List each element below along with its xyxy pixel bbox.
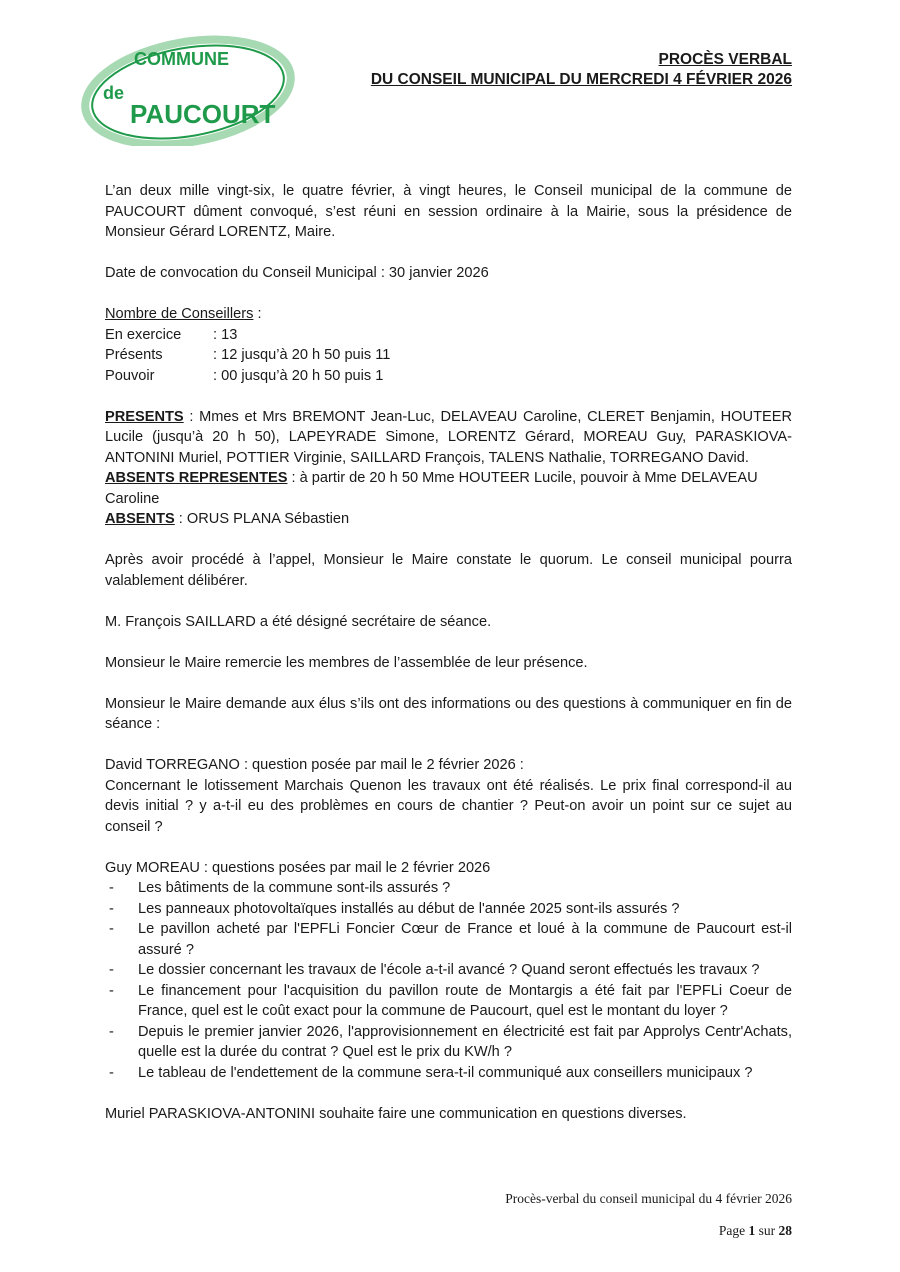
logo-de: de [103, 83, 125, 103]
conseillers-label: Pouvoir [105, 367, 155, 384]
page-total: 28 [778, 1223, 792, 1238]
intro-paragraph: L’an deux mille vingt-six, le quatre février, à vingt heures, le Conseil municipal de la commune de PAUCOURT dûment convoqué, s’est réuni en session ordinaire à la Mairie, sous la présidence de Monsieur Gérard LORENTZ, Maire. [105, 183, 792, 240]
convocation-date: Date de convocation du Conseil Municipal : 30 janvier 2026 [105, 265, 489, 281]
document-header [371, 50, 792, 90]
absents-representes-paragraph [105, 468, 792, 509]
demande-paragraph: Monsieur le Maire demande aux élus s’ils ont des informations ou des questions à communiquer en fin de séance : [105, 695, 792, 732]
paraskiova-paragraph: Muriel PARASKIOVA-ANTONINI souhaite faire une communication en questions diverses. [105, 1105, 687, 1122]
absents-representes-text: : à partir de 20 h 50 Mme HOUTEER Lucile, pouvoir à Mme DELAVEAU Caroline [105, 470, 758, 507]
absents-text: : ORUS PLANA Sébastien [174, 511, 350, 527]
list-item: - Le dossier concernant les travaux de l'école a-t-il avancé ? Quand seront effectués les travaux ? [105, 960, 792, 981]
list-item: - Les bâtiments de la commune sont-ils assurés ? [105, 878, 792, 899]
presents-text: : Mmes et Mrs BREMONT Jean-Luc, DELAVEAU Caroline, CLERET Benjamin, HOUTEER Lucile (jusqu’à 20 h 50), LAPEYRADE Simone, LORENTZ Gérard, MOREAU Guy, PARASKIOVA-ANTONINI Muriel, POTTIER Virginie, SAILLARD François, TALENS Nathalie, TORREGANO David. [105, 408, 792, 466]
logo-paucourt: PAUCOURT [130, 99, 276, 129]
conseillers-row [105, 366, 792, 387]
page-number [505, 1221, 792, 1241]
torregano-question: Concernant le lotissement Marchais Quenon les travaux ont été réalisés. Le prix final correspond-il au devis initial ? y a-t-il eu des problèmes en cours de chantier ? Peut-on avoir un point sur ce sujet au conseil ? [105, 777, 792, 835]
quorum-paragraph: Après avoir procédé à l’appel, Monsieur le Maire constate le quorum. Le conseil municipal pourra valablement délibérer. [105, 552, 792, 589]
absents-label: ABSENTS [105, 511, 175, 527]
list-item: - Les panneaux photovoltaïques installés au début de l'année 2025 sont-ils assurés ? [105, 899, 792, 920]
doc-title: PROCÈS VERBAL [658, 51, 792, 68]
presents-label: PRESENTS [105, 408, 184, 425]
conseillers-title [105, 304, 792, 325]
list-item: - Depuis le premier janvier 2026, l'approvisionnement en électricité est fait par Approlys Centr'Achats, quelle est la durée du contrat ? Quel est le prix du KW/h ? [105, 1022, 792, 1063]
conseillers-title-suffix: : [253, 306, 262, 322]
logo-commune: COMMUNE [134, 49, 229, 69]
secretaire-paragraph: M. François SAILLARD a été désigné secrétaire de séance. [105, 613, 492, 630]
commune-logo [76, 34, 298, 146]
absents-representes-label: ABSENTS REPRESENTES [105, 470, 288, 486]
conseillers-title-text: Nombre de Conseillers [105, 306, 254, 322]
conseillers-row [105, 345, 792, 366]
page-prefix: Page [718, 1223, 749, 1238]
moreau-questions-list [105, 878, 792, 1083]
torregano-intro: David TORREGANO : question posée par mail le 2 février 2026 : [105, 757, 524, 773]
conseillers-label: Présents [105, 347, 163, 363]
remerciements-paragraph: Monsieur le Maire remercie les membres de l’assemblée de leur présence. [105, 654, 588, 671]
conseillers-row [105, 325, 792, 346]
document-body [105, 181, 792, 1124]
list-item: - Le pavillon acheté par l'EPFLi Foncier Cœur de France et loué à la commune de Paucourt est-il assuré ? [105, 919, 792, 960]
list-item: - Le financement pour l'acquisition du pavillon route de Montargis a été fait par l'EPFLi Coeur de France, quel est le coût exact pour la commune de Paucourt, quel est le montant du loyer ? [105, 981, 792, 1022]
conseillers-label: En exercice [105, 326, 182, 343]
conseillers-value: : 00 jusqu’à 20 h 50 puis 1 [213, 367, 384, 384]
doc-subtitle: DU CONSEIL MUNICIPAL DU MERCREDI 4 FÉVRIER 2026 [370, 71, 792, 88]
list-item: - Le tableau de l'endettement de la commune sera-t-il communiqué aux conseillers municipaux ? [105, 1063, 792, 1084]
conseillers-value: : 12 jusqu’à 20 h 50 puis 11 [213, 347, 391, 363]
absents-paragraph [105, 509, 792, 530]
conseillers-value: : 13 [213, 326, 238, 343]
moreau-intro: Guy MOREAU : questions posées par mail le 2 février 2026 [105, 859, 491, 876]
page-footer [505, 1189, 792, 1241]
presents-paragraph [105, 407, 792, 469]
page-current: 1 [748, 1223, 756, 1238]
footer-title: Procès-verbal du conseil municipal du 4 février 2026 [505, 1191, 792, 1206]
page-mid: sur [755, 1223, 779, 1238]
